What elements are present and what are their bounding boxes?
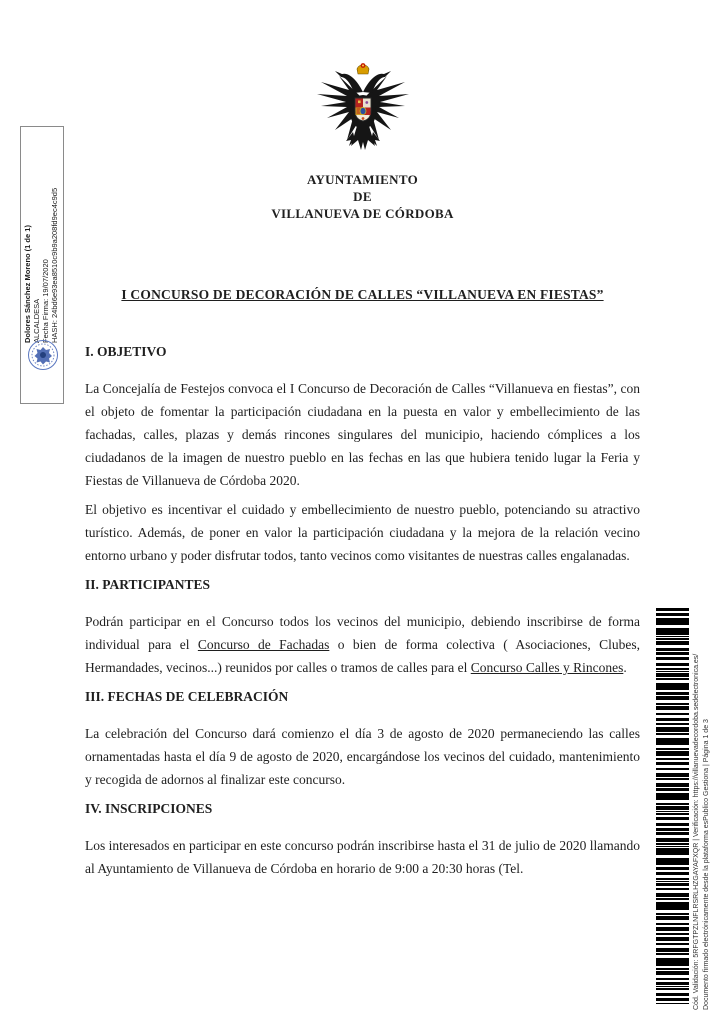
signature-hash: HASH: 24bd6e93ea8510c9b9a208fd9ec4c9d5 [50,187,59,343]
signature-date: Fecha Firma: 19/07/2020 [41,259,50,343]
paragraph-fechas: La celebración del Concurso dará comienzo el día 3 de agosto de 2020 permaneciendo las calles ornamentadas hasta el día 9 de agosto de 2020, encargándose los vecinos del cuidado, mantenimiento y recogida de adornos al finalizar este concurso. [85,726,640,787]
paragraph-objetivo-1: La Concejalía de Festejos convoca el I Concurso de Decoración de Calles “Villanueva en fiestas”, con el objeto de fomentar la participación ciudadana en la puesta en valor y embellecimiento de las fachadas, calles, plazas y demás rincones singulares del municipio, haciendo cómplices a los ciudadanos de la imagen de nuestro pueblo en las fechas en las que hubiera tenido lugar la Feria y Fiestas de Villanueva de Córdoba 2020. [85,381,640,488]
paragraph-text: Podrán participar en el Concurso todos los vecinos del municipio, debiendo inscribirse de forma individual para el [85,614,640,652]
paragraph-inscripciones: Los interesados en participar en este concurso podrán inscribirse hasta el 31 de julio de 2020 llamando al Ayuntamiento de Villanueva de Córdoba en horario de 9:00 a 20:30 horas (Tel. [85,838,640,876]
validation-code-line: Cód. Validación: 5RFGTPZLNFLRSRLHZGAYAFXQR | Verificación: https://villanuevadecordoba.sedelectronica.es/ [693,653,700,1010]
barcode-icon [656,608,689,1004]
document-title: I CONCURSO DE DECORACIÓN DE CALLES “VILLANUEVA EN FIESTAS” [121,287,604,302]
signature-stamp-box [20,126,64,404]
signed-platform-line: Documento firmado electrónicamente desde la plataforma esPublico Gestiona | Página 1 de 3 [703,719,710,1010]
section-objetivo [85,340,640,567]
org-line-1: AYUNTAMIENTO [307,172,418,187]
section-inscripciones [85,797,640,880]
organization-name [85,171,640,222]
paragraph-text: o bien de forma colectiva ( Asociaciones, Clubes, Hermandades, vecinos...) reunidos por calles o tramos de calles para el [85,637,641,675]
underlined-term-concurso-de-fachadas: Concurso de Fachadas [197,637,330,652]
paragraph-text: . [623,660,627,675]
section-participantes [85,573,640,679]
coat-of-arms-icon [313,62,413,154]
signer-role: ALCALDESA [32,298,41,343]
heading-fechas: III. FECHAS DE CELEBRACIÓN [85,689,289,704]
heading-objetivo: I. OBJETIVO [85,344,167,359]
underlined-term-concurso-calles-y-rincones: Concurso Calles y Rincones [470,660,624,675]
document-content [85,0,640,886]
paragraph-participantes [85,610,640,679]
validation-text [692,600,714,1010]
paragraph-objetivo-2: El objetivo es incentivar el cuidado y embellecimiento de nuestro pueblo, potenciando su atractivo turístico. Además, de poner en valor la participación ciudadana y la mejora de la relación vecino entorno urbano y poder disfrutar todos, tanto vecinos como visitantes de nuestras calles engalanadas. [85,502,640,563]
section-fechas [85,685,640,791]
official-seal-icon [27,339,59,371]
heading-inscripciones: IV. INSCRIPCIONES [85,801,213,816]
heading-participantes: II. PARTICIPANTES [85,577,211,592]
document-header [85,0,640,222]
signer-name: Dolores Sánchez Moreno (1 de 1) [23,225,32,343]
validation-sidebar [650,600,720,1012]
org-line-3: VILLANUEVA DE CÓRDOBA [271,206,454,221]
org-line-2: DE [353,189,372,204]
signature-info [23,143,63,343]
